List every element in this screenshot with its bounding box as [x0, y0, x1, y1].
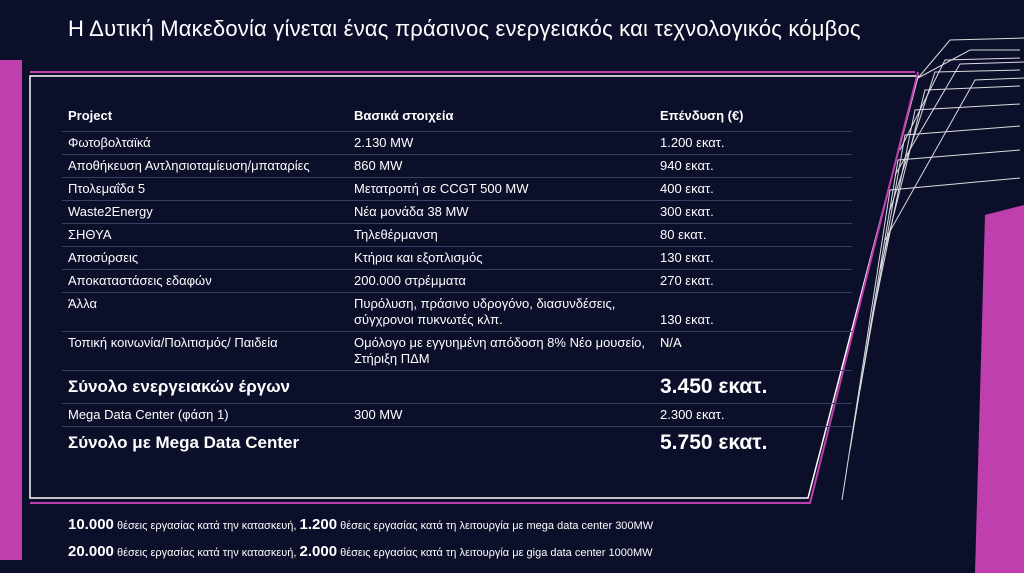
cell-investment: 270 εκατ.	[660, 273, 714, 288]
table-row	[62, 293, 852, 332]
jobs-construction-count: 10.000	[68, 516, 114, 533]
energy-total-row	[62, 371, 852, 404]
jobs-operation-count: 2.000	[299, 543, 338, 560]
cell-details: 860 MW	[354, 158, 403, 173]
jobs-text: θέσεις εργασίας κατά τη λειτουργία με giga data center 1000MW	[337, 547, 653, 559]
header-investment: Επένδυση (€)	[660, 108, 744, 123]
jobs-text: θέσεις εργασίας κατά την κατασκευή,	[113, 547, 300, 559]
jobs-construction-count: 20.000	[68, 543, 114, 560]
cell-project: Αποθήκευση Αντλησιοταμίευση/μπαταρίες	[68, 158, 310, 173]
header-details: Βασικά στοιχεία	[354, 108, 454, 123]
cell-details: Μετατροπή σε CCGT 500 MW	[354, 181, 529, 196]
left-accent-bar	[0, 60, 22, 560]
cell-details: Ομόλογο με εγγυημένη απόδοση 8% Νέο μουσείο, Στήριξη ΠΔΜ	[354, 335, 645, 366]
cell-investment: 2.300 εκατ.	[660, 407, 725, 422]
header-project: Project	[68, 108, 113, 123]
cell-project: ΣΗΘΥΑ	[68, 227, 112, 242]
table-row	[62, 132, 852, 155]
cell-investment: N/A	[660, 335, 682, 350]
cell-investment: 400 εκατ.	[660, 181, 714, 196]
jobs-text: θέσεις εργασίας κατά τη λειτουργία με mega data center 300MW	[337, 520, 654, 532]
cell-investment: 130 εκατ.	[660, 312, 714, 327]
jobs-line-1	[68, 516, 653, 533]
cell-details: Νέα μονάδα 38 MW	[354, 204, 469, 219]
cell-project: Waste2Energy	[68, 204, 153, 219]
cell-details: 200.000 στρέμματα	[354, 273, 466, 288]
grand-total-row	[62, 427, 852, 460]
cell-investment: 80 εκατ.	[660, 227, 707, 242]
table-row	[62, 270, 852, 293]
cell-details: Τηλεθέρμανση	[354, 227, 438, 242]
jobs-line-2	[68, 543, 653, 560]
cell-project: Τοπική κοινωνία/Πολιτισμός/ Παιδεία	[68, 335, 278, 350]
table-row	[62, 247, 852, 270]
jobs-operation-count: 1.200	[299, 516, 338, 533]
data-center-row	[62, 404, 852, 427]
cell-project: Φωτοβολταϊκά	[68, 135, 151, 150]
cell-details: 2.130 MW	[354, 135, 414, 150]
table-row	[62, 178, 852, 201]
cell-project: Πτολεμαΐδα 5	[68, 181, 146, 196]
energy-total-value: 3.450 εκατ.	[660, 375, 768, 398]
projects-table	[62, 104, 852, 459]
cell-investment: 130 εκατ.	[660, 250, 714, 265]
cell-investment: 940 εκατ.	[660, 158, 714, 173]
cell-project: Mega Data Center (φάση 1)	[68, 407, 229, 422]
table-row	[62, 332, 852, 371]
cell-investment: 1.200 εκατ.	[660, 135, 725, 150]
table-row	[62, 224, 852, 247]
grand-total-value: 5.750 εκατ.	[660, 431, 768, 454]
right-accent-band	[975, 205, 1024, 573]
cell-details: Κτήρια και εξοπλισμός	[354, 250, 483, 265]
cell-project: Αποσύρσεις	[68, 250, 139, 265]
cell-investment: 300 εκατ.	[660, 204, 714, 219]
grand-total-label: Σύνολο με Mega Data Center	[68, 433, 300, 452]
page-title: Η Δυτική Μακεδονία γίνεται ένας πράσινος ενεργειακός και τεχνολογικός κόμβος	[68, 16, 861, 41]
table-header-row	[62, 104, 852, 132]
cell-details: 300 MW	[354, 407, 403, 422]
cell-project: Αποκαταστάσεις εδαφών	[68, 273, 212, 288]
jobs-text: θέσεις εργασίας κατά την κατασκευή,	[113, 520, 300, 532]
table-row	[62, 155, 852, 178]
table-row	[62, 201, 852, 224]
energy-total-label: Σύνολο ενεργειακών έργων	[68, 377, 291, 396]
cell-details: Πυρόλυση, πράσινο υδρογόνο, διασυνδέσεις, σύγχρονοι πυκνωτές κλπ.	[354, 296, 616, 327]
cell-project: Άλλα	[68, 296, 97, 311]
